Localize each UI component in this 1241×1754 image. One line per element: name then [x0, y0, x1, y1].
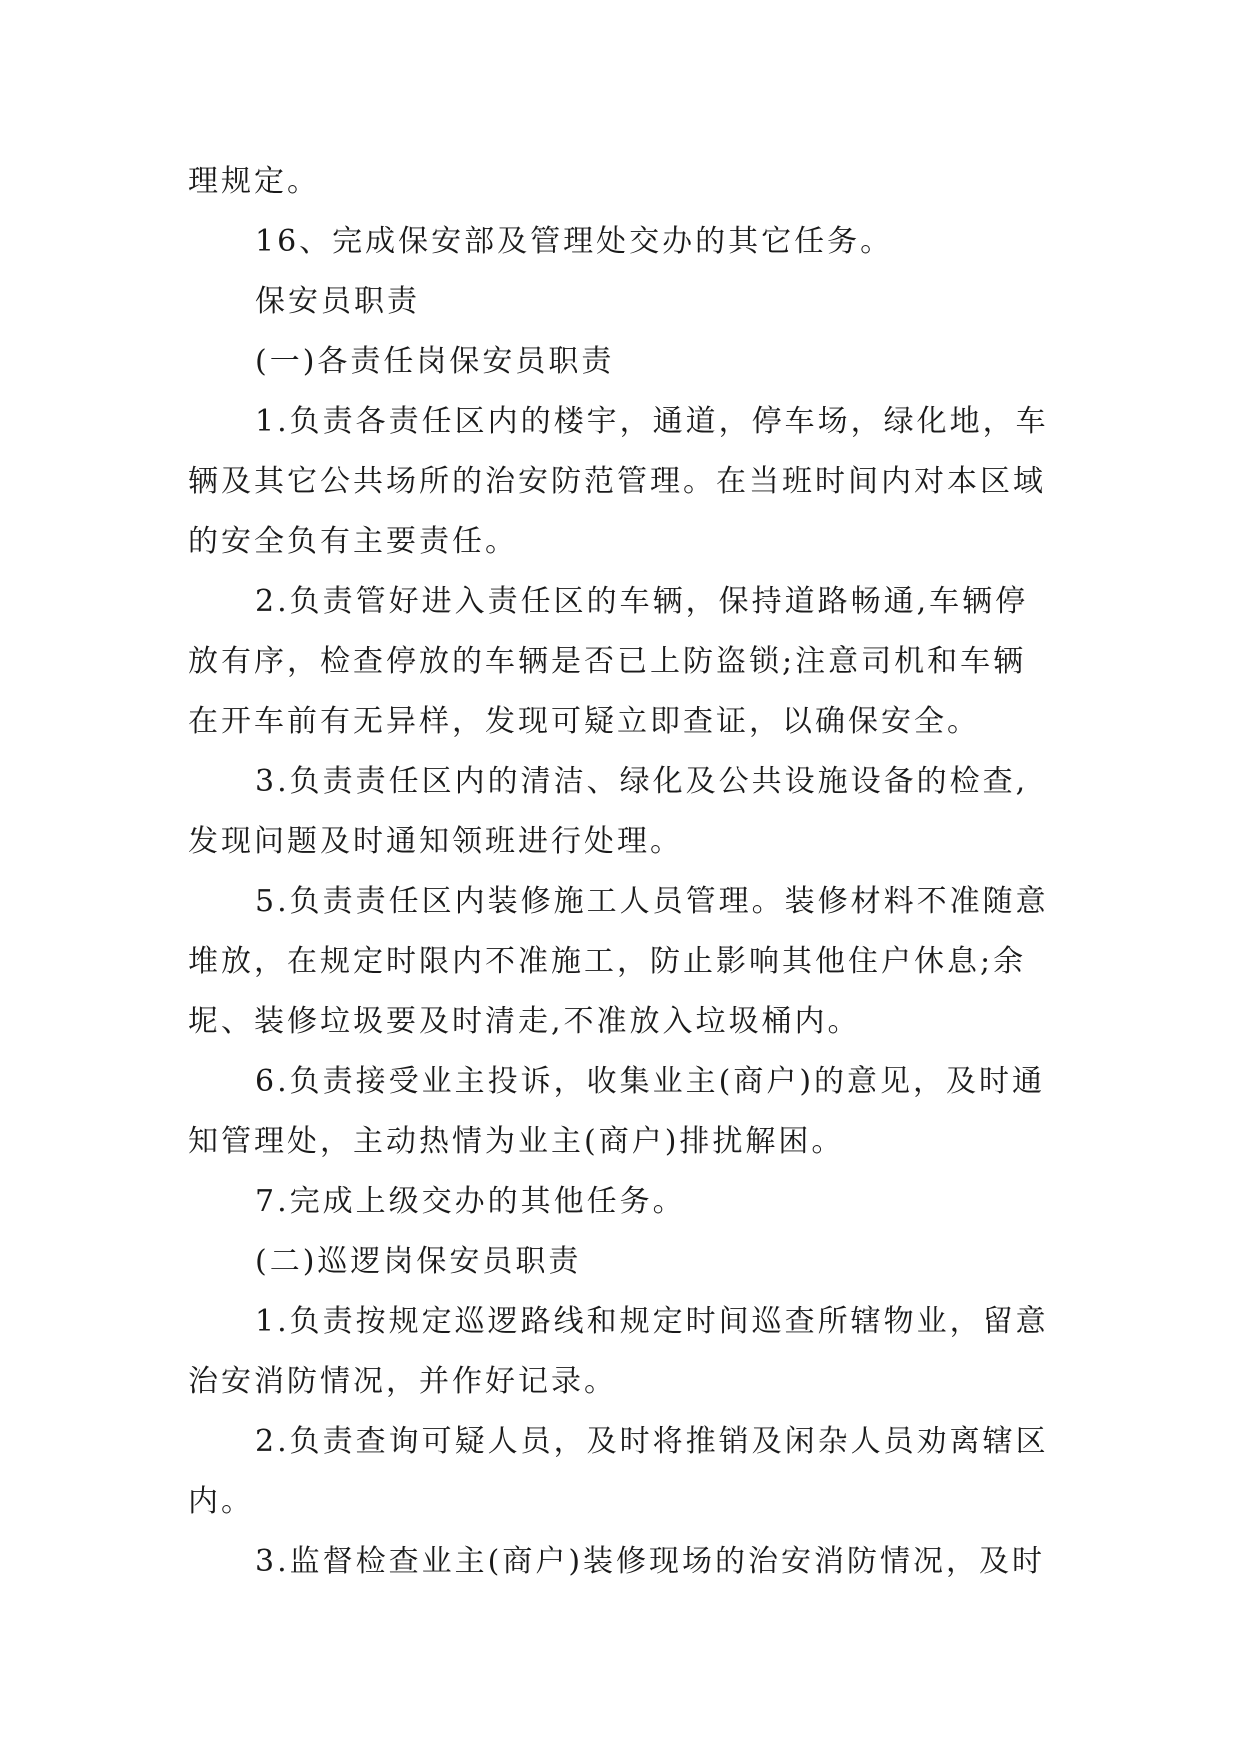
text-line: 3.监督检查业主(商户)装修现场的治安消防情况，及时 — [255, 1544, 1046, 1579]
text-line: 放有序，检查停放的车辆是否已上防盗锁;注意司机和车辆 — [188, 644, 1027, 679]
text-line: 1.负责各责任区内的楼宇，通道，停车场，绿化地，车 — [255, 404, 1049, 439]
text-line: 1.负责按规定巡逻路线和规定时间巡查所辖物业，留意 — [255, 1304, 1049, 1339]
text-line: 知管理处，主动热情为业主(商户)排扰解困。 — [188, 1124, 845, 1159]
text-line: 堆放，在规定时限内不准施工，防止影响其他住户休息;余 — [188, 944, 1027, 979]
subsection-heading: (一)各责任岗保安员职责 — [255, 344, 615, 379]
text-line: 在开车前有无异样，发现可疑立即查证，以确保安全。 — [188, 704, 980, 739]
text-line: 16、完成保安部及管理处交办的其它任务。 — [255, 224, 894, 259]
text-line: 2.负责查询可疑人员，及时将推销及闲杂人员劝离辖区 — [255, 1424, 1049, 1459]
text-line: 理规定。 — [188, 164, 320, 199]
text-line: 辆及其它公共场所的治安防范管理。在当班时间内对本区域 — [188, 464, 1046, 499]
text-line: 发现问题及时通知领班进行处理。 — [188, 824, 683, 859]
text-line: 的安全负有主要责任。 — [188, 524, 518, 559]
text-line: 坭、装修垃圾要及时清走,不准放入垃圾桶内。 — [188, 1004, 861, 1039]
text-line: 2.负责管好进入责任区的车辆，保持道路畅通,车辆停 — [255, 584, 1029, 619]
text-line: 3.负责责任区内的清洁、绿化及公共设施设备的检查, — [255, 764, 1029, 799]
text-line: 7.完成上级交办的其他任务。 — [255, 1184, 686, 1219]
section-heading: 保安员职责 — [255, 284, 420, 319]
text-line: 内。 — [188, 1484, 254, 1519]
subsection-heading: (二)巡逻岗保安员职责 — [255, 1244, 582, 1279]
text-line: 6.负责接受业主投诉，收集业主(商户)的意见，及时通 — [255, 1064, 1046, 1099]
text-line: 5.负责责任区内装修施工人员管理。装修材料不准随意 — [255, 884, 1049, 919]
text-line: 治安消防情况，并作好记录。 — [188, 1364, 617, 1399]
